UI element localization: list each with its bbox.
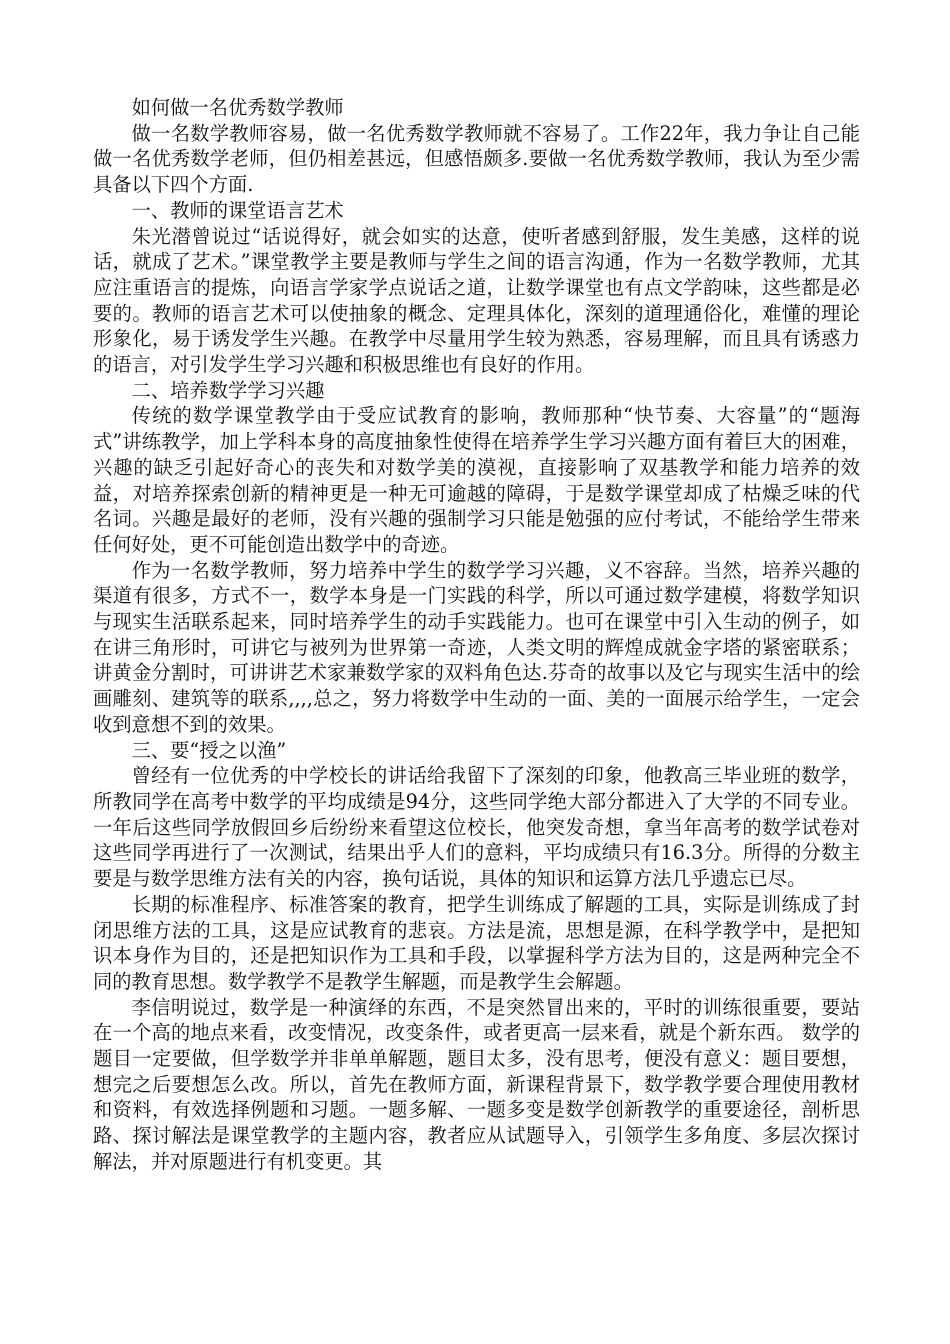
body-paragraph: 曾经有一位优秀的中学校长的讲话给我留下了深刻的印象，他教高三毕业班的数学，所教同学在高考中数学的平均成绩是94分，这些同学绝大部分都进入了大学的不同专业。一年后这些同学放假回乡后纷纷来看望这位校长，他突发奇想，拿当年高考的数学试卷对这些同学再进行了一次测试，结果出乎人们的意料，平均成绩只有16.3分。所得的分数主要是与数学思维方法有关的内容，换句话说，具体的知识和运算方法几乎遗忘已尽。 <box>93 764 860 891</box>
intro-paragraph: 做一名数学教师容易，做一名优秀数学教师就不容易了。工作22年，我力争让自己能做一名优秀数学老师，但仍相差甚远，但感悟颇多.要做一名优秀数学教师，我认为至少需具备以下四个方面. <box>93 121 860 197</box>
document-title: 如何做一名优秀数学教师 <box>131 96 344 119</box>
body-paragraph: 长期的标准程序、标准答案的教育，把学生训练成了解题的工具，实际是训练成了封闭思维方法的工具，这是应试教育的悲哀。方法是流，思想是源，在科学教学中，是把知识本身作为目的，还是把知识作为工具和手段，以掌握科学方法为目的，这是两种完全不同的教育思想。数学教学不是教学生解题，而是教学生会解题。 <box>93 892 860 993</box>
body-paragraph: 传统的数学课堂教学由于受应试教育的影响，教师那种“快节奏、大容量”的“题海式”讲练教学，加上学科本身的高度抽象性使得在培养学生学习兴趣方面有着巨大的困难，兴趣的缺乏引起好奇心的丧失和对数学美的漠视，直接影响了双基教学和能力培养的效益，对培养探索创新的精神更是一种无可逾越的障碍，于是数学课堂却成了枯燥乏味的代名词。兴趣是最好的老师，没有兴趣的强制学习只能是勉强的应付考试，不能给学生带来任何好处，更不可能创造出数学中的奇迹。 <box>93 404 860 556</box>
body-paragraph: 作为一名数学教师，努力培养中学生的数学学习兴趣，义不容辞。当然，培养兴趣的渠道有很多，方式不一，数学本身是一门实践的科学，所以可通过数学建模，将数学知识与现实生活联系起来，同时培养学生的动手实践能力。也可在课堂中引入生动的例子，如在讲三角形时，可讲它与被列为世界第一奇迹，人类文明的辉煌成就金字塔的紧密联系；讲黄金分割时，可讲讲艺术家兼数学家的双料角色达.芬奇的故事以及它与现实生活中的绘画雕刻、建筑等的联系,,,,总之，努力将数学中生动的一面、美的一面展示给学生，一定会收到意想不到的效果。 <box>93 558 860 736</box>
body-paragraph: 朱光潜曾说过“话说得好，就会如实的达意，使听者感到舒服，发生美感，这样的说话，就成了艺术。”课堂教学主要是教师与学生之间的语言沟通，作为一名数学教师，尤其应注重语言的提炼，向语言学家学点说话之道，让数学课堂也有点文学韵味，这些都是必要的。教师的语言艺术可以使抽象的概念、定理具体化，深刻的道理通俗化，难懂的理论形象化，易于诱发学生兴趣。在教学中尽量用学生较为熟悉，容易理解，而且具有诱惑力的语言，对引发学生学习兴趣和积极思维也有良好的作用。 <box>93 224 860 377</box>
document-page <box>93 95 860 1175</box>
section-heading-3: 三、要“授之以渔” <box>131 738 287 762</box>
section-heading-2: 二、培养数学学习兴趣 <box>131 378 325 402</box>
body-paragraph: 李信明说过，数学是一种演绎的东西，不是突然冒出来的，平时的训练很重要，要站在一个高的地点来看，改变情况，改变条件，或者更高一层来看，就是个新东西。 数学的题目一定要做，但学数学并非单单解题，题目太多，没有思考，便没有意义：题目要想，想完之后要想怎么改。所以，首先在教师方面，新课程背景下，数学教学要合理使用教材和资料，有效选择例题和习题。一题多解、一题多变是数学创新教学的重要途径，剖析思路、探讨解法是课堂教学的主题内容，教者应从试题导入，引领学生多角度、多层次探讨解法，并对原题进行有机变更。其 <box>93 995 860 1173</box>
section-heading-1: 一、教师的课堂语言艺术 <box>131 198 344 222</box>
